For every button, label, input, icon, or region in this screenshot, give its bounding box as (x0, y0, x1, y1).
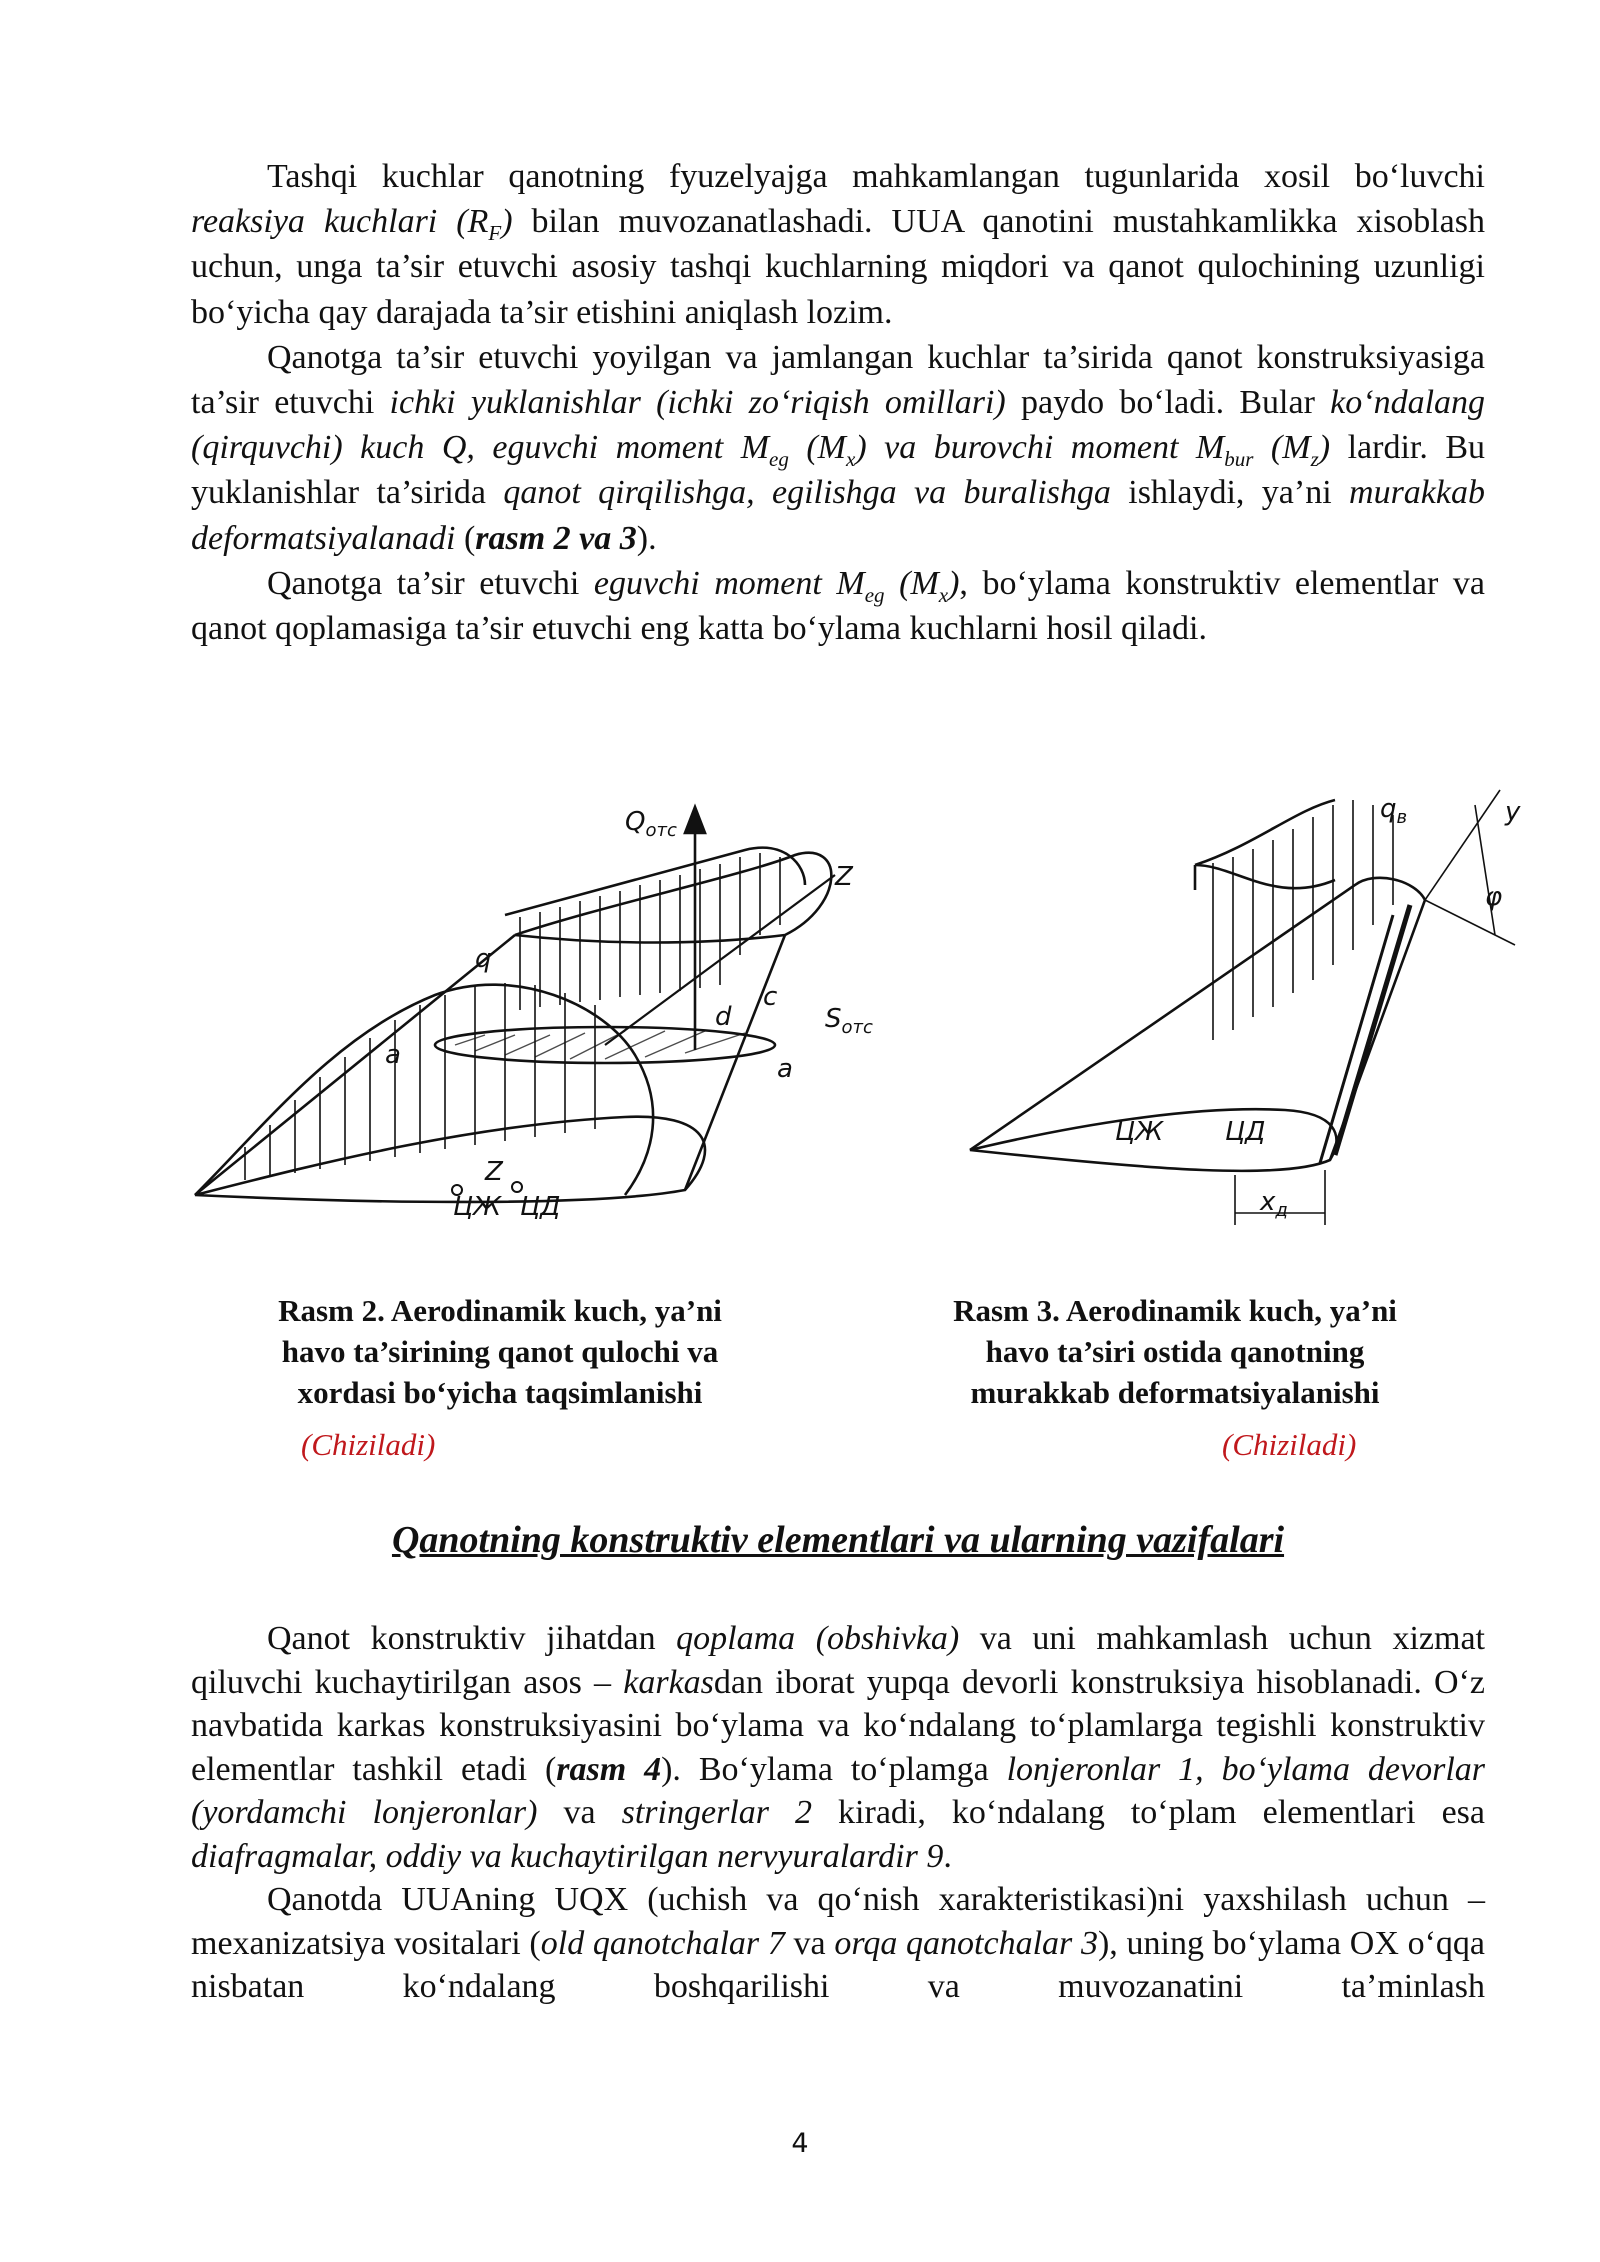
subscript: x (846, 447, 856, 472)
text-run: ). Bo‘ylama to‘plamga (661, 1750, 1007, 1788)
caption-line: havo ta’sirining qanot qulochi va (281, 1334, 719, 1369)
q-otc-arrow (685, 807, 705, 1050)
paragraph-1 (191, 154, 1485, 335)
caption-line: Rasm 2. Aerodinamik kuch, ya’ni (278, 1293, 722, 1328)
subscript: eg (864, 582, 885, 607)
body-text-block (191, 1617, 1485, 2009)
subscript: z (1310, 447, 1319, 472)
figure-2-caption (200, 1290, 800, 1413)
text-run: va (784, 1924, 835, 1962)
text-run: . (943, 1837, 952, 1875)
cd-point (512, 1182, 522, 1192)
text-run: ( (455, 519, 476, 557)
section-hatching (455, 1031, 745, 1059)
text-run: (M (1253, 429, 1311, 467)
text-run: dan iborat yupqa devorli konstruksiya hisoblanadi. O‘z navbatida karkas konstruksiyasini bo‘ylama va ko‘ndalang to‘plamlarga tegishli konstruktiv elementlar tashkil etadi ( (191, 1663, 1485, 1788)
italic-term: diafragmalar, oddiy va kuchaytirilgan nervyuralardir 9 (191, 1837, 944, 1875)
italic-term: qanot qirqilishga, egilishga va buralishga (503, 474, 1111, 512)
text-run: Tashqi kuchlar qanotning fyuzelyajga mahkamlangan tugunlarida xosil bo‘luvchi (267, 158, 1485, 195)
q-b-label: $q_в$ (1380, 794, 1408, 828)
text-run: reaksiya kuchlari (R (191, 203, 489, 241)
figure-3-caption (875, 1290, 1475, 1413)
italic-term: qoplama (obshivka) (676, 1620, 960, 1657)
italic-term: karkas (623, 1663, 714, 1701)
italic-term: ichki yuklanishlar (ichki zo‘riqish omillari) (389, 384, 1006, 422)
figure-2-note: (Chiziladi) (301, 1427, 436, 1462)
text-run: (M (884, 564, 939, 602)
cd-label: ЦД (1225, 1117, 1266, 1147)
text-run: , bo‘ylama konstruktiv elementlar va qanot qoplamasiga ta’sir etuvchi eng katta bo‘ylama kuchlarni hosil qiladi. (191, 564, 1485, 648)
text-run: ko‘ndalang (qirquvchi) kuch Q, eguvchi moment M (191, 384, 1486, 467)
trailing-spar-inner (1320, 915, 1393, 1163)
c-label: c (763, 982, 778, 1012)
page-number: 4 (791, 2128, 809, 2159)
figure-3-wing-deformation-drawing (955, 785, 1535, 1230)
section-heading: Qanotning konstruktiv elementlari va ularning vazifalari (391, 1519, 1285, 1561)
intro-text-block (191, 154, 1485, 651)
tip-load-envelope (1195, 800, 1335, 865)
italic-term: lonjeronlar 1, bo‘ylama devorlar (yordamchi lonjeronlar) (191, 1750, 1485, 1831)
text-run: ) (948, 564, 960, 602)
subscript: x (938, 582, 949, 607)
italic-term: stringerlar 2 (621, 1794, 813, 1831)
figure-reference: rasm 2 va 3 (475, 519, 637, 557)
thick-trailing-spar (1335, 905, 1410, 1155)
cz-label: ЦЖ (1115, 1117, 1164, 1147)
text-run: va (537, 1794, 622, 1831)
q-otc-label: $Q_{отс}$ (625, 807, 677, 841)
y-label: y (1505, 797, 1521, 827)
phi-label: φ (1485, 882, 1503, 912)
text-run: lardir. Bu yuklanishlar ta’sirida (191, 429, 1485, 512)
italic-term (593, 564, 960, 607)
italic-term: old qanotchalar 7 (540, 1924, 785, 1962)
d-label: d (715, 1002, 732, 1032)
text-run: Qanot konstruktiv jihatdan (267, 1620, 677, 1657)
caption-line: havo ta’siri ostida qanotning (985, 1334, 1365, 1369)
text-run: ) (501, 203, 513, 241)
italic-term: orqa qanotchalar 3 (834, 1924, 1098, 1962)
z-top-label: Z (835, 862, 853, 892)
text-run: Qanotga ta’sir etuvchi (267, 564, 594, 602)
text-run: ) va burovchi moment M (855, 429, 1225, 467)
paragraph-2 (191, 335, 1485, 561)
chord-load-arrows (245, 983, 595, 1180)
subscript: F (488, 221, 502, 245)
italic-term: murakkab deformatsiyalanadi (191, 474, 1485, 557)
text-run: eguvchi moment M (593, 564, 865, 602)
caption-line: murakkab deformatsiyalanishi (970, 1375, 1380, 1410)
cd-label: ЦД (520, 1192, 561, 1222)
figure-2-wing-load-drawing (185, 795, 905, 1255)
a-left-label: a (385, 1040, 401, 1070)
cz-label: ЦЖ (453, 1192, 502, 1222)
text-run: bilan muvozanatlashadi. UUA qanotini mustahkamlikka xisoblash uchun, unga ta’sir etuvchi asosiy tashqi kuchlarning miqdori va qanot qulochining uzunligi bo‘yicha qay darajada ta’sir etishini aniqlash lozim. (191, 203, 1485, 331)
subscript: bur (1224, 447, 1254, 472)
figure-3-note: (Chiziladi) (1222, 1427, 1357, 1462)
a-right-label: a (777, 1054, 793, 1084)
text-run: kiradi, ko‘ndalang to‘plam elementlari esa (812, 1794, 1486, 1831)
text-run: ). (636, 519, 657, 557)
s-otc-label: $S_{отс}$ (825, 1004, 873, 1038)
caption-line: xordasi bo‘yicha taqsimlanishi (297, 1375, 703, 1410)
text-run: Qanotga ta’sir etuvchi yoyilgan va jamlangan kuchlar ta’sirida qanot konstruksiyasiga ta’sir etuvchi (191, 338, 1485, 422)
q-label: q (475, 944, 492, 974)
figure-reference: rasm 4 (556, 1750, 662, 1788)
text-run: Qanotda UUAning UQX (uchish va qo‘nish xarakteristikasi)ni yaxshilash uchun – mexanizatsiya vositalari ( (191, 1881, 1485, 1962)
paragraph-3 (191, 561, 1485, 651)
z-bottom-label: Z (485, 1157, 503, 1187)
text-run: va uni mahkamlash uchun xizmat qiluvchi kuchaytirilgan asos – (191, 1620, 1485, 1701)
envelope-lower (1195, 865, 1335, 888)
paragraph-5 (191, 1878, 1485, 2009)
deflection-dimensions (1235, 790, 1515, 1225)
deformed-wing-outline (970, 878, 1425, 1160)
text-run: (M (788, 429, 846, 467)
text-run: ) (1318, 429, 1331, 467)
text-run: ), uning bo‘ylama OX o‘qqa nisbatan ko‘ndalang boshqarilishi va muvozanatini ta’minlash (191, 1924, 1485, 2005)
x-d-label: $x_д$ (1260, 1187, 1288, 1221)
tip-airfoil (515, 853, 831, 943)
paragraph-4 (191, 1617, 1485, 1878)
subscript: eg (769, 447, 789, 472)
text-run: paydo bo‘ladi. Bular (1005, 384, 1331, 422)
chord-pressure-curve (195, 985, 653, 1195)
text-run: ishlaydi, ya’ni (1110, 474, 1350, 512)
italic-term (191, 203, 513, 245)
caption-line: Rasm 3. Aerodinamik kuch, ya’ni (953, 1293, 1397, 1328)
